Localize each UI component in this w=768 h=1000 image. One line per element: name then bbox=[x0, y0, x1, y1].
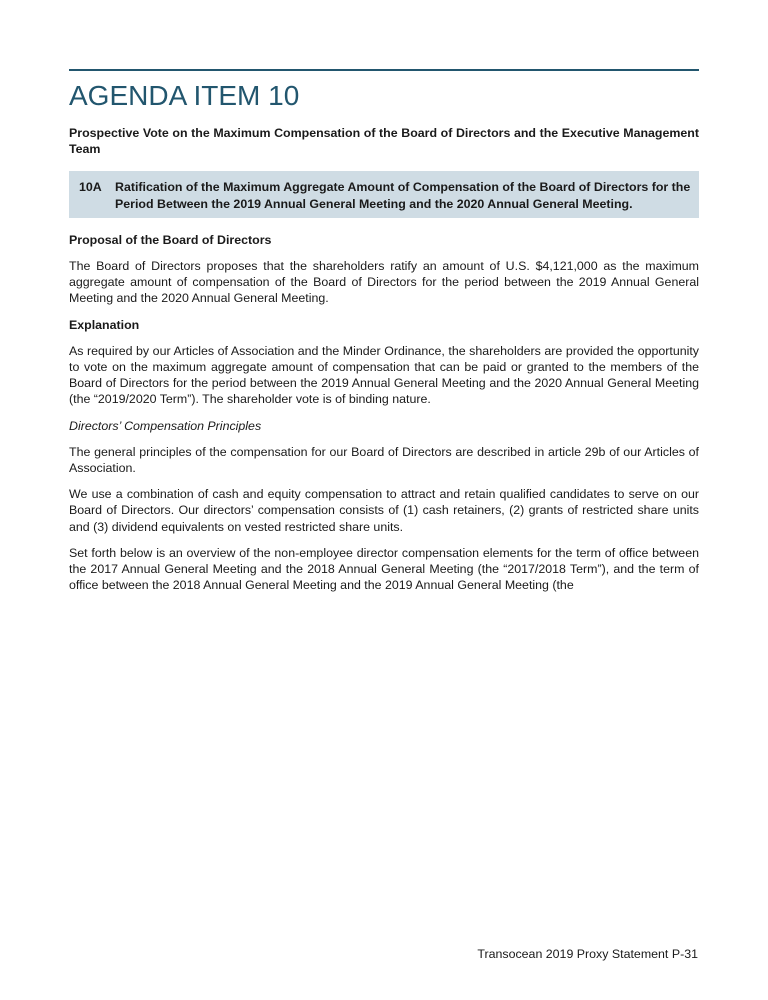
page-content bbox=[69, 125, 699, 603]
paragraph: We use a combination of cash and equity compensation to attract and retain qualified candidates to serve on our Board of Directors. Our directors’ compensation consists of (1) cash retainers, (2) grants of restricted share units and (3) dividend equivalents on vested restricted share units. bbox=[69, 487, 699, 534]
page-footer: Transocean 2019 Proxy Statement P-31 bbox=[477, 947, 698, 961]
page-title: AGENDA ITEM 10 bbox=[69, 80, 300, 111]
subtitle: Prospective Vote on the Maximum Compensation of the Board of Directors and the Executive Management Team bbox=[69, 126, 699, 157]
section-heading: Explanation bbox=[69, 317, 140, 332]
paragraph: Set forth below is an overview of the non-employee director compensation elements for the term of office between the 2017 Annual General Meeting and the 2018 Annual General Meeting (the “2017/2018 Term”), and the term of office between the 2018 Annual General Meeting and the 2019 Annual General Meeting (the bbox=[69, 545, 699, 593]
section-heading: Proposal of the Board of Directors bbox=[69, 232, 272, 247]
agenda-subitem-box bbox=[69, 171, 699, 217]
subitem-number: 10A bbox=[79, 180, 102, 195]
section-text: As required by our Articles of Association and the Minder Ordinance, the shareholders are provided the opportunity to vote on the maximum aggregate amount of compensation that can be paid or granted to the members of the Board of Directors for the period between the 2019 Annual General Meeting and the 2020 Annual General Meeting (the “2019/2020 Term”). The shareholder vote is of binding nature. bbox=[69, 343, 699, 407]
principles-heading: Directors’ Compensation Principles bbox=[69, 418, 262, 433]
section-text: The Board of Directors proposes that the shareholders ratify an amount of U.S. $4,121,000 as the maximum aggregate amount of compensation of the Board of Directors for the period between the 2019 Annual General Meeting and the 2020 Annual General Meeting. bbox=[69, 259, 699, 306]
header-rule bbox=[69, 69, 699, 71]
paragraph: The general principles of the compensation for our Board of Directors are described in article 29b of our Articles of Association. bbox=[69, 444, 699, 476]
subitem-text: Ratification of the Maximum Aggregate Amount of Compensation of the Board of Directors for the Period Between the 2019 Annual General Meeting and the 2020 Annual General Meeting. bbox=[115, 180, 691, 211]
